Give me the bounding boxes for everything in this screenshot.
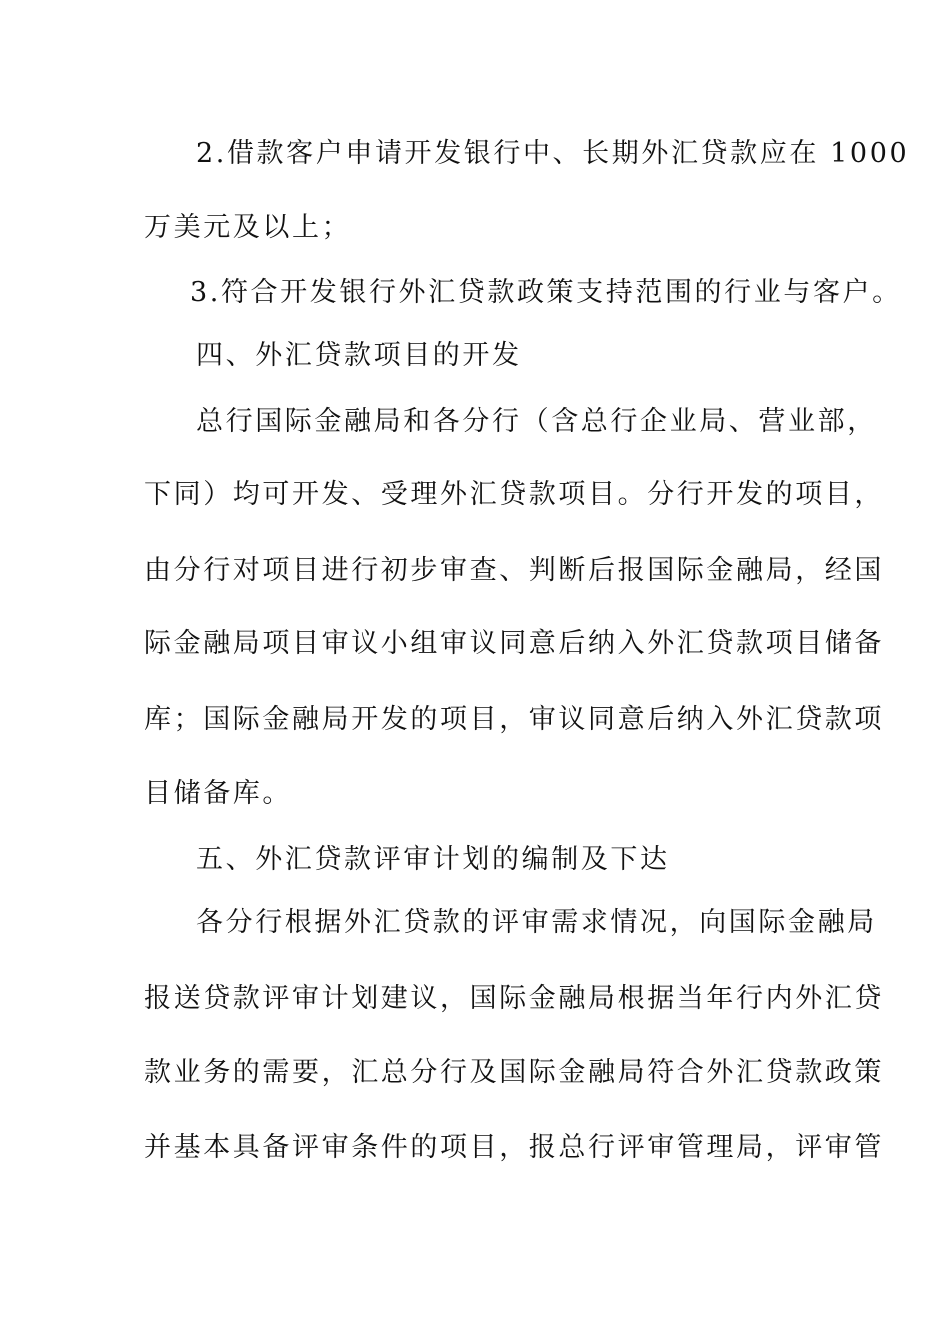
text-line-3: 3.符合开发银行外汇贷款政策支持范围的行业与客户。 (190, 277, 902, 308)
section-heading-5: 五、外汇贷款评审计划的编制及下达 (196, 844, 670, 875)
text-line-10: 目储备库。 (144, 778, 292, 809)
text-line-15: 并基本具备评审条件的项目，报总行评审管理局，评审管 (144, 1132, 884, 1163)
text-line-6: 下同）均可开发、受理外汇贷款项目。分行开发的项目， (144, 479, 884, 510)
text-line-2: 万美元及以上； (144, 212, 352, 243)
text-line-13: 报送贷款评审计划建议，国际金融局根据当年行内外汇贷 (144, 983, 884, 1014)
text-line-5: 总行国际金融局和各分行（含总行企业局、营业部， (196, 406, 877, 437)
text-line-1: 2.借款客户申请开发银行中、长期外汇贷款应在 1000 (196, 138, 910, 169)
text-line-9: 库；国际金融局开发的项目，审议同意后纳入外汇贷款项 (144, 704, 884, 735)
text-line-7: 由分行对项目进行初步审查、判断后报国际金融局，经国 (144, 555, 884, 586)
section-heading-4: 四、外汇贷款项目的开发 (196, 340, 522, 371)
text-line-8: 际金融局项目审议小组审议同意后纳入外汇贷款项目储备 (144, 628, 884, 659)
text-line-14: 款业务的需要，汇总分行及国际金融局符合外汇贷款政策 (144, 1057, 884, 1088)
text-line-12: 各分行根据外汇贷款的评审需求情况，向国际金融局 (196, 907, 877, 938)
